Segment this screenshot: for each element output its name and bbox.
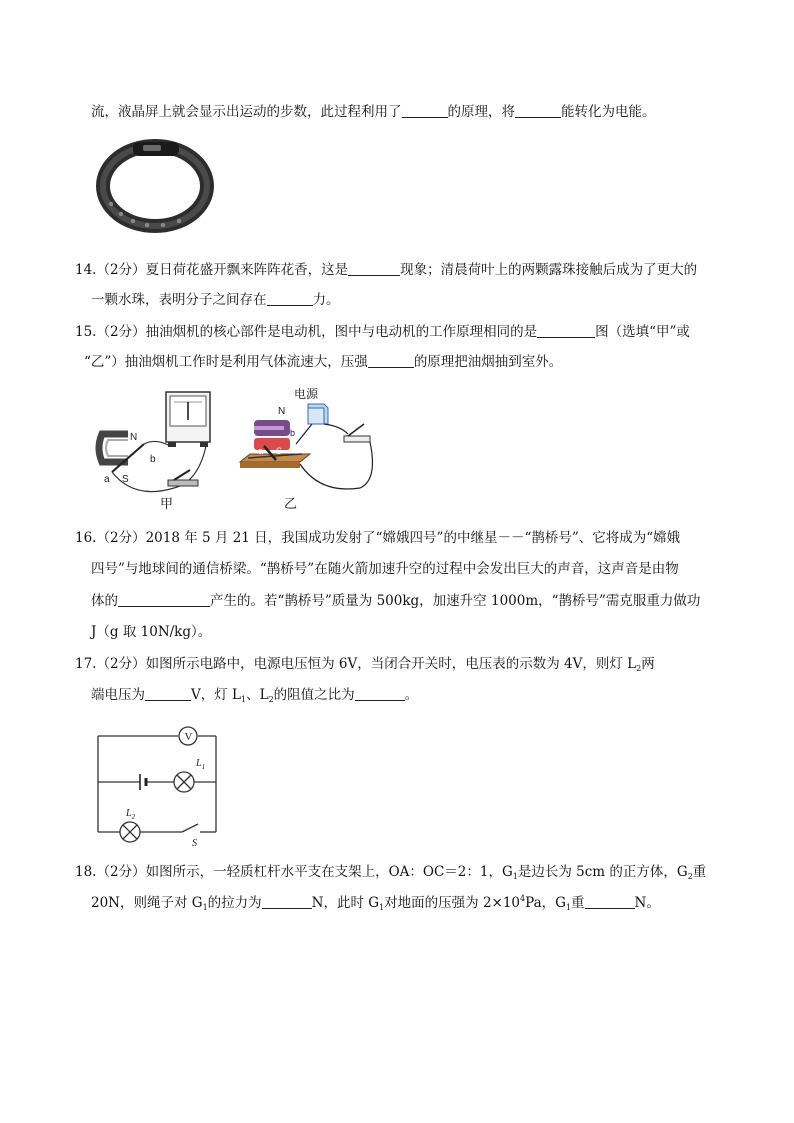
label-a: a bbox=[104, 474, 110, 485]
question-18-line-1 bbox=[75, 862, 706, 882]
question-17-line-2 bbox=[91, 685, 418, 705]
question-text: 如图所示，一轻质杠杆水平支在支架上，OA：OC＝2：1，G bbox=[145, 864, 513, 880]
subscript: 1 bbox=[565, 903, 572, 912]
question-text: 夏日荷花盛开飘来阵阵花香，这是 bbox=[145, 262, 349, 278]
label-n: N bbox=[278, 406, 286, 417]
question-16-line-2 bbox=[91, 559, 679, 579]
question-text: 体的 bbox=[91, 593, 118, 609]
question-number: 17. bbox=[75, 656, 97, 672]
figure-yi bbox=[230, 384, 380, 518]
question-15-line-1 bbox=[75, 322, 690, 342]
figure-caption: 乙 bbox=[284, 496, 298, 511]
question-score: （2分） bbox=[96, 656, 146, 672]
subscript: 1 bbox=[202, 903, 208, 912]
question-text: 20N，则绳子对 G bbox=[91, 895, 203, 911]
question-text: 是边长为 5cm 的正方体，G bbox=[517, 864, 688, 880]
question-text: N，此时 G bbox=[311, 895, 380, 911]
question-number: 14. bbox=[75, 262, 97, 278]
subscript: 1 bbox=[241, 695, 247, 704]
superscript: 4 bbox=[520, 894, 526, 903]
question-text: 图（选填“甲”或 bbox=[595, 324, 690, 340]
question-text: 端电压为 bbox=[91, 687, 145, 703]
question-text: Pa，G bbox=[525, 895, 566, 911]
question-text: 两 bbox=[641, 656, 655, 672]
label-power-source: 电源 bbox=[294, 387, 319, 401]
answer-blank[interactable] bbox=[348, 261, 400, 276]
label-voltmeter: V bbox=[184, 731, 193, 743]
question-text: 产生的。若“鹊桥号”质量为 500kg，加速升空 1000m，“鹊桥号”需克服重力做功 bbox=[210, 593, 701, 609]
question-16-line-1 bbox=[75, 528, 680, 548]
question-text: 力。 bbox=[312, 292, 340, 308]
figure-caption: 甲 bbox=[160, 496, 174, 511]
subscript: 1 bbox=[512, 872, 518, 881]
question-text: “乙”）抽油烟机工作时是利用气体流速大，压强 bbox=[84, 354, 368, 370]
answer-blank[interactable] bbox=[262, 894, 312, 909]
label-l2: $L_2$ bbox=[126, 808, 136, 821]
question-text: 如图所示电路中，电源电压恒为 6V，当闭合开关时，电压表的示数为 4V，则灯 L bbox=[145, 656, 637, 672]
label-l1: $L_1$ bbox=[196, 758, 206, 771]
question-score: （2分） bbox=[96, 262, 146, 278]
subscript: 1 bbox=[379, 903, 385, 912]
question-15-line-2 bbox=[84, 352, 562, 372]
question-text: J（g 取 10N/kg）。 bbox=[91, 624, 212, 640]
subscript: 2 bbox=[636, 664, 642, 673]
question-number: 16. bbox=[75, 530, 97, 546]
question-score: （2分） bbox=[96, 530, 146, 546]
intro-text-c: 能转化为电能。 bbox=[561, 104, 656, 120]
answer-blank[interactable] bbox=[355, 686, 405, 701]
answer-blank[interactable] bbox=[267, 291, 313, 306]
question-text: 重 bbox=[692, 864, 707, 880]
question-number: 15. bbox=[75, 324, 97, 340]
question-number: 18. bbox=[75, 864, 97, 880]
question-text: 四号”与地球间的通信桥梁。“鹊桥号”在随火箭加速升空的过程中会发出巨大的声音，这声音是由物 bbox=[91, 561, 679, 577]
label-b: b bbox=[150, 454, 156, 465]
question-17-line-1 bbox=[75, 654, 655, 674]
intro-text-b: 的原理，将 bbox=[447, 104, 515, 120]
figure-jia bbox=[94, 388, 224, 517]
question-text: 一颗水珠，表明分子之间存在 bbox=[91, 292, 267, 308]
question-text: 重 bbox=[571, 895, 585, 911]
answer-blank[interactable] bbox=[402, 103, 448, 118]
answer-blank[interactable] bbox=[368, 353, 414, 368]
question-text: 2018 年 5 月 21 日，我国成功发射了“嫦娥四号”的中继星－－“鹊桥号”、它将成为“嫦娥 bbox=[145, 530, 681, 546]
question-text: 的原理把油烟抽到室外。 bbox=[413, 354, 563, 370]
question-text: 的拉力为 bbox=[207, 895, 262, 911]
question-text: 。 bbox=[404, 687, 419, 703]
answer-blank[interactable] bbox=[515, 103, 561, 118]
intro-line bbox=[91, 102, 656, 122]
question-18-line-2 bbox=[91, 893, 660, 913]
answer-blank[interactable] bbox=[118, 592, 210, 607]
question-text: V，灯 L bbox=[191, 687, 242, 703]
question-text: 对地面的压强为 2×10 bbox=[384, 895, 521, 911]
subscript: 2 bbox=[687, 872, 693, 881]
label-s: S bbox=[276, 446, 283, 456]
question-text: 现象；清晨荷叶上的两颗露珠接触后成为了更大的 bbox=[400, 262, 698, 278]
question-16-line-3 bbox=[91, 591, 700, 611]
question-16-line-4 bbox=[91, 622, 211, 642]
question-text: 抽油烟机的核心部件是电动机，图中与电动机的工作原理相同的是 bbox=[145, 324, 538, 340]
circuit-diagram bbox=[90, 722, 224, 851]
question-14-line-2 bbox=[91, 290, 340, 310]
question-text: 、L bbox=[246, 687, 269, 703]
label-n: N bbox=[130, 432, 138, 443]
answer-blank[interactable] bbox=[537, 323, 595, 338]
label-switch: S bbox=[192, 838, 197, 847]
answer-blank[interactable] bbox=[145, 686, 191, 701]
label-a: a bbox=[258, 446, 264, 456]
intro-text-a: 流，液晶屏上就会显示出运动的步数，此过程利用了 bbox=[91, 104, 402, 120]
question-14-line-1 bbox=[75, 260, 697, 280]
question-text: N。 bbox=[634, 895, 660, 911]
label-b: b bbox=[290, 428, 296, 438]
question-score: （2分） bbox=[96, 864, 146, 880]
question-score: （2分） bbox=[96, 324, 146, 340]
fitness-band-image bbox=[95, 134, 215, 238]
subscript: 2 bbox=[268, 695, 274, 704]
question-text: 的阻值之比为 bbox=[273, 687, 355, 703]
answer-blank[interactable] bbox=[585, 894, 635, 909]
label-s: S bbox=[122, 474, 129, 485]
